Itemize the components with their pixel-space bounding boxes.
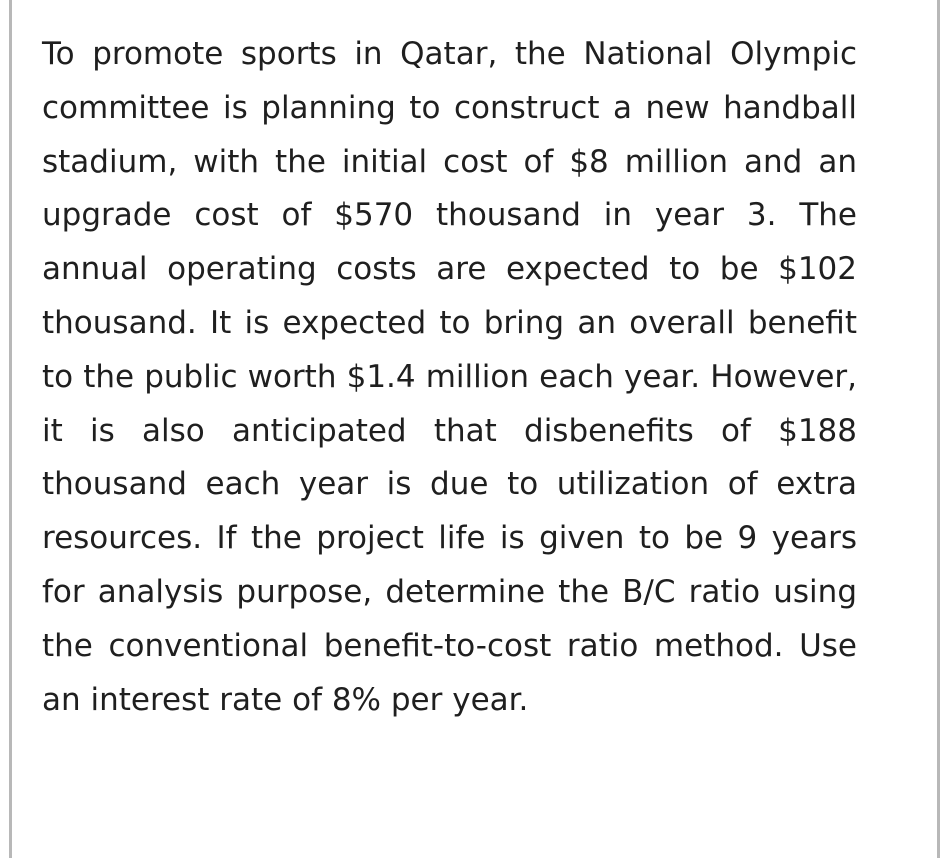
problem-statement: To promote sports in Qatar, the National Olympic committee is planning to construct a new handball stadium, with the initial cost of $8 million and an upgrade cost of $570 thousand in year 3. The annual operating costs are expected to be $102 thousand. It is expected to bring an overall benefit to the public worth $1.4 million each year. However, it is also anticipated that disbenefits of $188 thousand each year is due to utilization of extra resources. If the project life is given to be 9 years for analysis purpose, determine the B/C ratio using the conventional benefit-to-cost ratio method. Use an interest rate of 8% per year. <box>42 36 857 718</box>
right-border-line <box>937 0 940 858</box>
left-border-line <box>9 0 12 858</box>
